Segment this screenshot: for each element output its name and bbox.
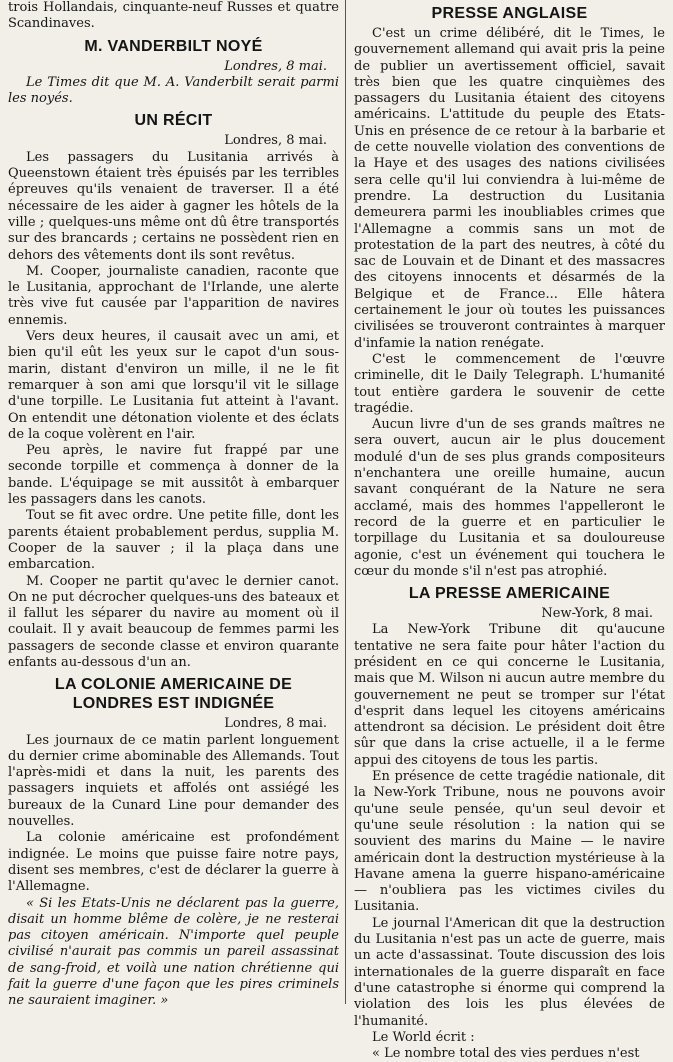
column-rule [345,0,346,1004]
dateline-recit: Londres, 8 mai. [224,133,327,149]
colonie-paragraph-2: La colonie américaine est profondément indignée. Le moins que puisse faire notre pays, disent ses membres, c'est de déclarer la guerre à l'Allemagne. [8,830,339,895]
americaine-paragraph-5: « Le nombre total des vies perdues n'est [372,1046,640,1062]
anglaise-paragraph-1: C'est un crime délibéré, dit le Times, le gouvernement allemand qui avait pris la peine de publier un avertissement officiel, savait très bien que les quatre cinquièmes des passagers du Lusitania étaient des citoyens américains. L'attitude du peuple des Etats-Unis en présence de ce retour à la barbarie et de cette nouvelle violation des conventions de la Haye et des usages des nations civilisées sera celle qu'il lui conviendra à lui-même de prendre. La destruction du Lusitania demeurera parmi les inoubliables crimes que l'Allemagne a commis sans un mot de protestation de la part des neutres, à côté du sac de Louvain et de Dinant et des massacres des citoyens innocents et désarmés de la Belgique et de France... Elle hâtera certainement le jour où toutes les puissances civilisées se trouveront contraintes à marquer d'infamie la nation renégate. [354,26,665,351]
anglaise-paragraph-3: Aucun livre d'un de ses grands maîtres ne sera ouvert, aucun air le plus doucement modulé d'un de ses plus grands compositeurs n'enchantera une oreille humaine, aucun savant conquérant de la Nature ne sera acclamé, mais des hommes l'appelleront le record de la guerre et en particulier le torpillage du Lusitania et sa douloureuse agonie, c'est un événement qui touchera le cœur du monde s'il n'est pas atrophié. [354,417,665,579]
recit-paragraph-3: Vers deux heures, il causait avec un ami, et bien qu'il eût les yeux sur le capot d'un sous-marin, distant d'environ un mille, il ne le fit remarquer à son ami que lorsqu'il vit le sillage d'une torpille. Le Lusitania fut atteint à l'avant. On entendit une détonation violente et des éclats de la coque volèrent en l'air. [8,329,339,442]
left-column [8,0,339,1009]
recit-paragraph-4: Peu après, le navire fut frappé par une seconde torpille et commença à donner de la bande. L'équipage se mit aussitôt à embarquer les passagers dans les canots. [8,443,339,508]
recit-paragraph-2: M. Cooper, journaliste canadien, raconte que le Lusitania, approchant de l'Irlande, une alerte très vive fut causée par l'apparition de navires ennemis. [8,263,339,328]
headline-colonie-line-1: LA COLONIE AMERICAINE DE [54,676,293,694]
headline-colonie-line-2: LONDRES EST INDIGNÉE [72,695,275,713]
vanderbilt-body: Le Times dit que M. A. Vanderbilt serait parmi les noyés. [8,74,339,107]
headline-presse-anglaise: PRESSE ANGLAISE [431,5,588,22]
dateline-americaine: New-York, 8 mai. [541,606,653,622]
americaine-paragraph-4: Le World écrit : [372,1029,475,1045]
recit-paragraph-5: Tout se fit avec ordre. Une petite fille, dont les parents étaient probablement perdus, supplia M. Cooper de la sauver ; il la plaça dans une embarcation. [8,508,339,573]
americaine-paragraph-3: Le journal l'American dit que la destruction du Lusitania n'est pas un acte de guerre, mais un acte d'assassinat. Toute discussion des lois internationales de la guerre disparaît en face d'une catastrophe si énorme qui comprend la violation des lois les plus élevées de l'humanité. [354,915,665,1029]
americaine-paragraph-2: En présence de cette tragédie nationale, dit la New-York Tribune, nous ne pouvons avoir qu'une seule pensée, qu'un seul devoir et qu'une seule résolution : la nation qui se souvient des marins du Maine — le navire américain dont la destruction mystérieuse à la Havane amena la guerre hispano-américaine — n'oubliera pas les victimes civiles du Lusitania. [354,769,665,915]
headline-vanderbilt: M. VANDERBILT NOYÉ [84,37,263,55]
colonie-quote: « Si les Etats-Unis ne déclarent pas la guerre, disait un homme blême de colère, je ne resterai pas citoyen américain. N'importe quel peuple civilisé n'aurait pas commis un pareil assassinat de sang-froid, et voilà une nation chrétienne qui fait la guerre d'une façon que les pires criminels ne sauraient imaginer. » [8,895,339,1009]
headline-presse-americaine: LA PRESSE AMERICAINE [408,585,611,603]
recit-paragraph-6: M. Cooper ne partit qu'avec le dernier canot. On ne put décrocher quelques-uns des bateaux et il fallut les séparer du navire au moment où il coulait. Il y avait beaucoup de femmes parmi les passagers de seconde classe et environ quarante enfants au-dessous d'un an. [8,573,339,670]
americaine-paragraph-1: La New-York Tribune dit qu'aucune tentative ne sera faite pour hâter l'action du président en ce qui concerne le Lusitania, mais que M. Wilson ni aucun autre membre du gouvernement ne peut se tromper sur l'état d'esprit dans lequel les citoyens américains attendront sa décision. Le président doit être sûr que dans la crise actuelle, il a le ferme appui des citoyens de tous les partis. [354,622,665,768]
colonie-paragraph-1: Les journaux de ce matin parlent longuement du dernier crime abominable des Allemands. Tout l'après-midi et dans la nuit, les parents des passagers inquiets et affolés ont assiégé les bureaux de la Cunard Line pour demander des nouvelles. [8,732,339,830]
headline-colonie [8,675,339,713]
top-fragment: trois Hollandais, cinquante-neuf Russes et quatre Scandinaves. [8,0,339,32]
recit-paragraph-1: Les passagers du Lusitania arrivés à Queenstown étaient très épuisés par les terribles épreuves qu'ils venaient de traverser. Il a été nécessaire de les aider à gagner les hôtels de la ville ; quelques-uns même ont dû être transportés sur des brancards ; certains ne possèdent rien en dehors des vêtements dont ils sont revêtus. [8,149,339,263]
right-column [354,0,665,1062]
anglaise-paragraph-2: C'est le commencement de l'œuvre criminelle, dit le Daily Telegraph. L'humanité tout entière gardera le souvenir de cette tragédie. [354,351,665,416]
headline-recit: UN RÉCIT [134,112,213,130]
dateline-vanderbilt: Londres, 8 mai. [224,58,327,74]
dateline-colonie: Londres, 8 mai. [224,716,327,732]
